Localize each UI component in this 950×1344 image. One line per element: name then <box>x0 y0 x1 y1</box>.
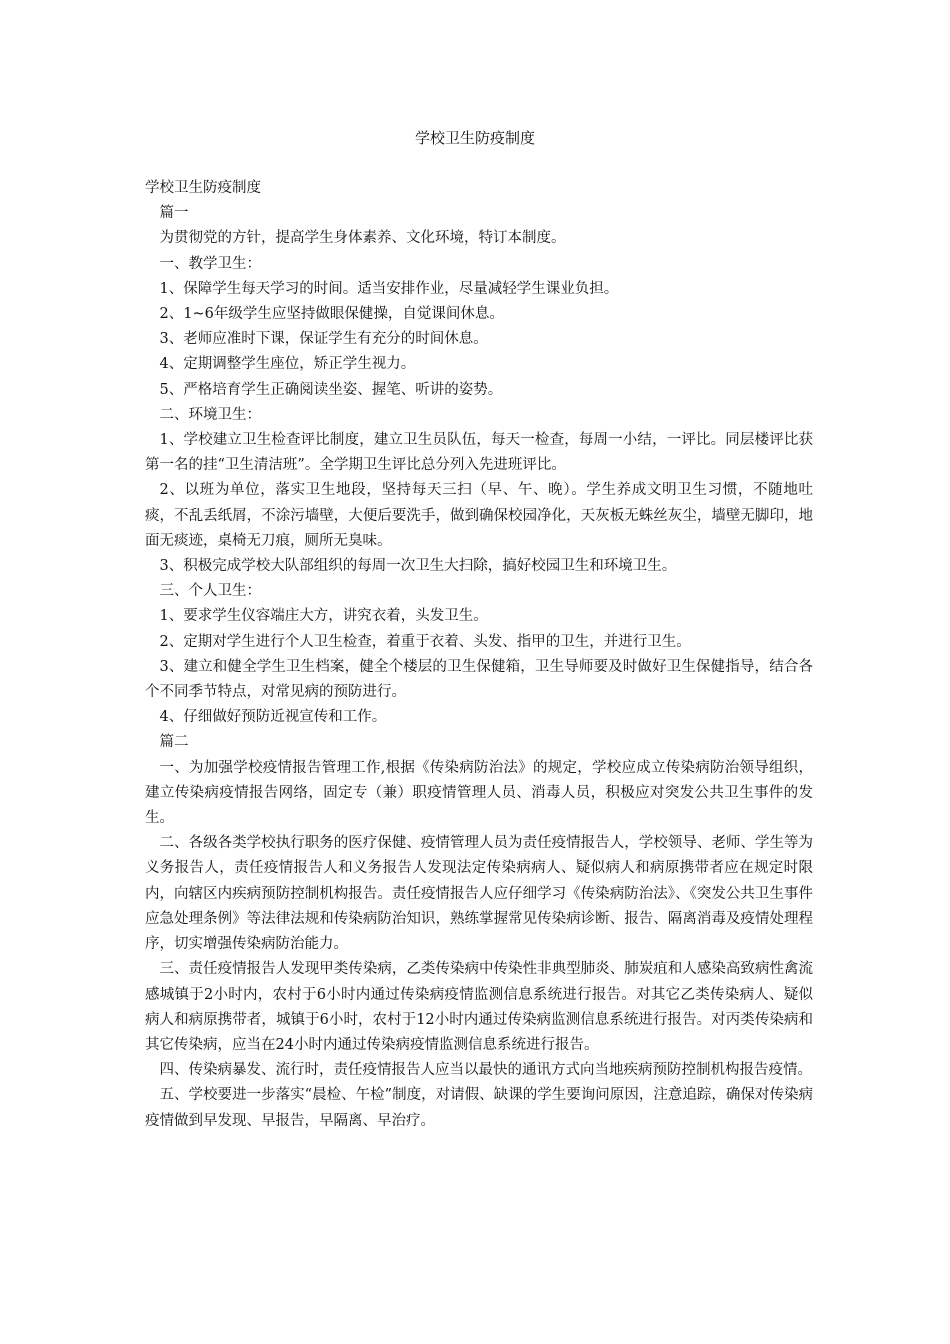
document-body <box>145 176 813 1134</box>
document-title: 学校卫生防疫制度 <box>414 129 535 147</box>
paragraph: 3、积极完成学校大队部组织的每周一次卫生大扫除，搞好校园卫生和环境卫生。 <box>159 558 677 575</box>
paragraph: 5、严格培育学生正确阅读坐姿、握笔、听讲的姿势。 <box>159 381 503 398</box>
paragraph: 2、以班为单位，落实卫生地段，坚持每天三扫（早、午、晚）。学生养成文明卫生习惯，不随地吐痰，不乱丢纸屑，不涂污墙壁，大便后要洗手，做到确保校园净化，天灰板无蛛丝灰尘，墙壁无脚印，地面无痰迹，桌椅无刀痕，厕所无臭味。 <box>145 482 813 549</box>
paragraph: 五、学校要进一步落实“晨检、午检”制度，对请假、缺课的学生要询问原因，注意追踪，确保对传染病疫情做到早发现、早报告，早隔离、早治疗。 <box>145 1087 813 1129</box>
paragraph: 4、仔细做好预防近视宣传和工作。 <box>159 709 387 726</box>
paragraph: 三、责任疫情报告人发现甲类传染病，乙类传染病中传染性非典型肺炎、肺炭疽和人感染高致病性禽流感城镇于2小时内，农村于6小时内通过传染病疫情监测信息系统进行报告。对其它乙类传染病人、疑似病人和病原携带者，城镇于6小时，农村于12小时内通过传染病监测信息系统进行报告。对丙类传染病和其它传染病，应当在24小时内通过传染病疫情监测信息系统进行报告。 <box>145 961 813 1053</box>
paragraph: 2、1~6年级学生应坚持做眼保健操，自觉课间休息。 <box>159 306 504 323</box>
paragraph: 1、学校建立卫生检查评比制度，建立卫生员队伍，每天一检查，每周一小结，一评比。同层楼评比获第一名的挂“卫生清洁班”。全学期卫生评比总分列入先进班评比。 <box>145 432 813 474</box>
paragraph: 篇一 <box>159 205 189 222</box>
paragraph: 四、传染病暴发、流行时，责任疫情报告人应当以最快的通讯方式向当地疾病预防控制机构报告疫情。 <box>159 1062 812 1079</box>
paragraph: 3、建立和健全学生卫生档案，健全个楼层的卫生保健箱，卫生导师要及时做好卫生保健指导，结合各个不同季节特点，对常见病的预防进行。 <box>145 658 813 701</box>
paragraph: 一、为加强学校疫情报告管理工作,根据《传染病防治法》的规定，学校应成立传染病防治领导组织，建立传染病疫情报告网络，固定专（兼）职疫情管理人员、消毒人员，积极应对突发公共卫生事件的发生。 <box>145 759 813 827</box>
paragraph: 2、定期对学生进行个人卫生检查，着重于衣着、头发、指甲的卫生，并进行卫生。 <box>159 633 691 650</box>
paragraph: 篇二 <box>159 734 189 751</box>
paragraph: 二、环境卫生： <box>159 406 261 423</box>
paragraph: 二、各级各类学校执行职务的医疗保健、疫情管理人员为责任疫情报告人，学校领导、老师、学生等为义务报告人，责任疫情报告人和义务报告人发现法定传染病病人、疑似病人和病原携带者应在规定时限内，向辖区内疾病预防控制机构报告。责任疫情报告人应仔细学习《传染病防治法》、《突发公共卫生事件应急处理条例》等法律法规和传染病防治知识，熟练掌握常见传染病诊断、报告、隔离消毒及疫情处理程序，切实增强传染病防治能力。 <box>145 835 813 953</box>
paragraph: 1、保障学生每天学习的时间。适当安排作业，尽量减轻学生课业负担。 <box>159 280 619 297</box>
paragraph: 学校卫生防疫制度 <box>145 180 261 196</box>
paragraph: 3、老师应准时下课，保证学生有充分的时间休息。 <box>159 331 488 348</box>
paragraph: 为贯彻党的方针，提高学生身体素养、文化环境，特订本制度。 <box>159 230 566 247</box>
paragraph: 三、个人卫生： <box>159 583 261 600</box>
paragraph: 4、定期调整学生座位，矫正学生视力。 <box>159 356 416 373</box>
paragraph: 一、教学卫生： <box>159 255 261 272</box>
paragraph: 1、要求学生仪容端庄大方，讲究衣着，头发卫生。 <box>159 608 488 625</box>
